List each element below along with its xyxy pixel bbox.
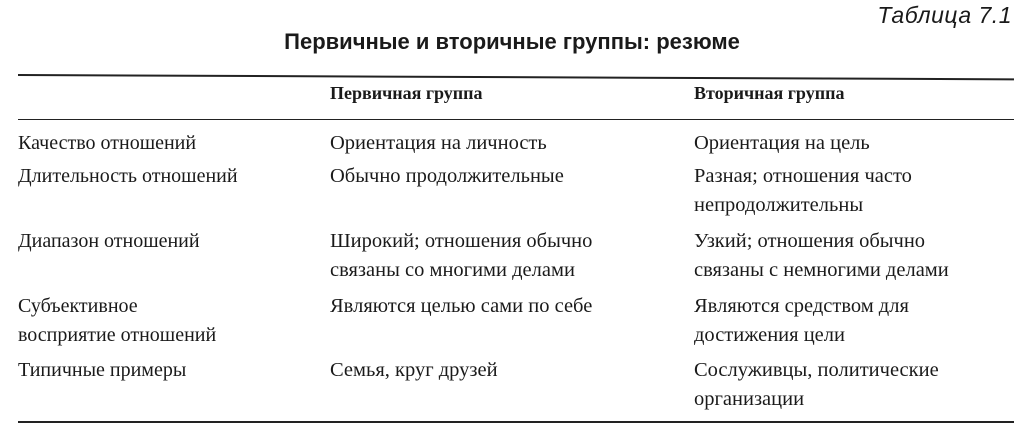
cell-secondary-duration <box>694 162 912 220</box>
row-label-line: Длительность отношений <box>18 165 238 187</box>
table-number: Таблица 7.1 <box>877 2 1012 28</box>
cell-line: Обычно продолжительные <box>330 165 564 187</box>
cell-primary-perception <box>330 292 592 321</box>
column-header-secondary: Вторичная группа <box>694 83 845 103</box>
cell-primary-range <box>330 227 592 285</box>
cell-primary-duration <box>330 162 564 191</box>
cell-line: организации <box>694 388 805 410</box>
cell-line: Являются средством для <box>694 295 909 317</box>
cell-line: Семья, круг друзей <box>330 359 498 381</box>
table-title: Первичные и вторичные группы: резюме <box>284 29 740 54</box>
cell-line: Узкий; отношения обычно <box>694 230 926 252</box>
cell-primary-examples <box>330 356 498 385</box>
cell-line: непродолжительны <box>694 194 864 216</box>
row-label-line: Качество отношений <box>18 132 197 154</box>
cell-line: Ориентация на личность <box>330 132 547 154</box>
top-rule <box>18 74 1014 80</box>
cell-secondary-quality <box>694 129 870 158</box>
bottom-rule <box>18 421 1014 423</box>
row-label-examples <box>18 356 186 385</box>
cell-line: связаны с немногими делами <box>694 259 949 281</box>
row-label-range <box>18 227 200 256</box>
cell-line: достижения цели <box>694 324 845 346</box>
cell-secondary-examples <box>694 356 939 414</box>
cell-primary-quality <box>330 129 547 158</box>
cell-secondary-perception <box>694 292 909 350</box>
cell-line: Широкий; отношения обычно <box>330 230 593 252</box>
row-label-perception <box>18 292 216 350</box>
cell-line: Являются целью сами по себе <box>330 295 593 317</box>
row-label-line: восприятие отношений <box>18 324 217 346</box>
header-rule <box>18 119 1014 120</box>
row-label-duration <box>18 162 238 191</box>
cell-line: связаны со многими делами <box>330 259 575 281</box>
cell-line: Ориентация на цель <box>694 132 870 154</box>
row-label-line: Типичные примеры <box>18 359 187 381</box>
cell-secondary-range <box>694 227 949 285</box>
row-label-line: Субъективное <box>18 295 138 317</box>
column-header-primary: Первичная группа <box>330 83 483 103</box>
row-label-line: Диапазон отношений <box>18 230 200 252</box>
cell-line: Разная; отношения часто <box>694 165 912 187</box>
row-label-quality <box>18 129 196 158</box>
cell-line: Сослуживцы, политические <box>694 359 939 381</box>
